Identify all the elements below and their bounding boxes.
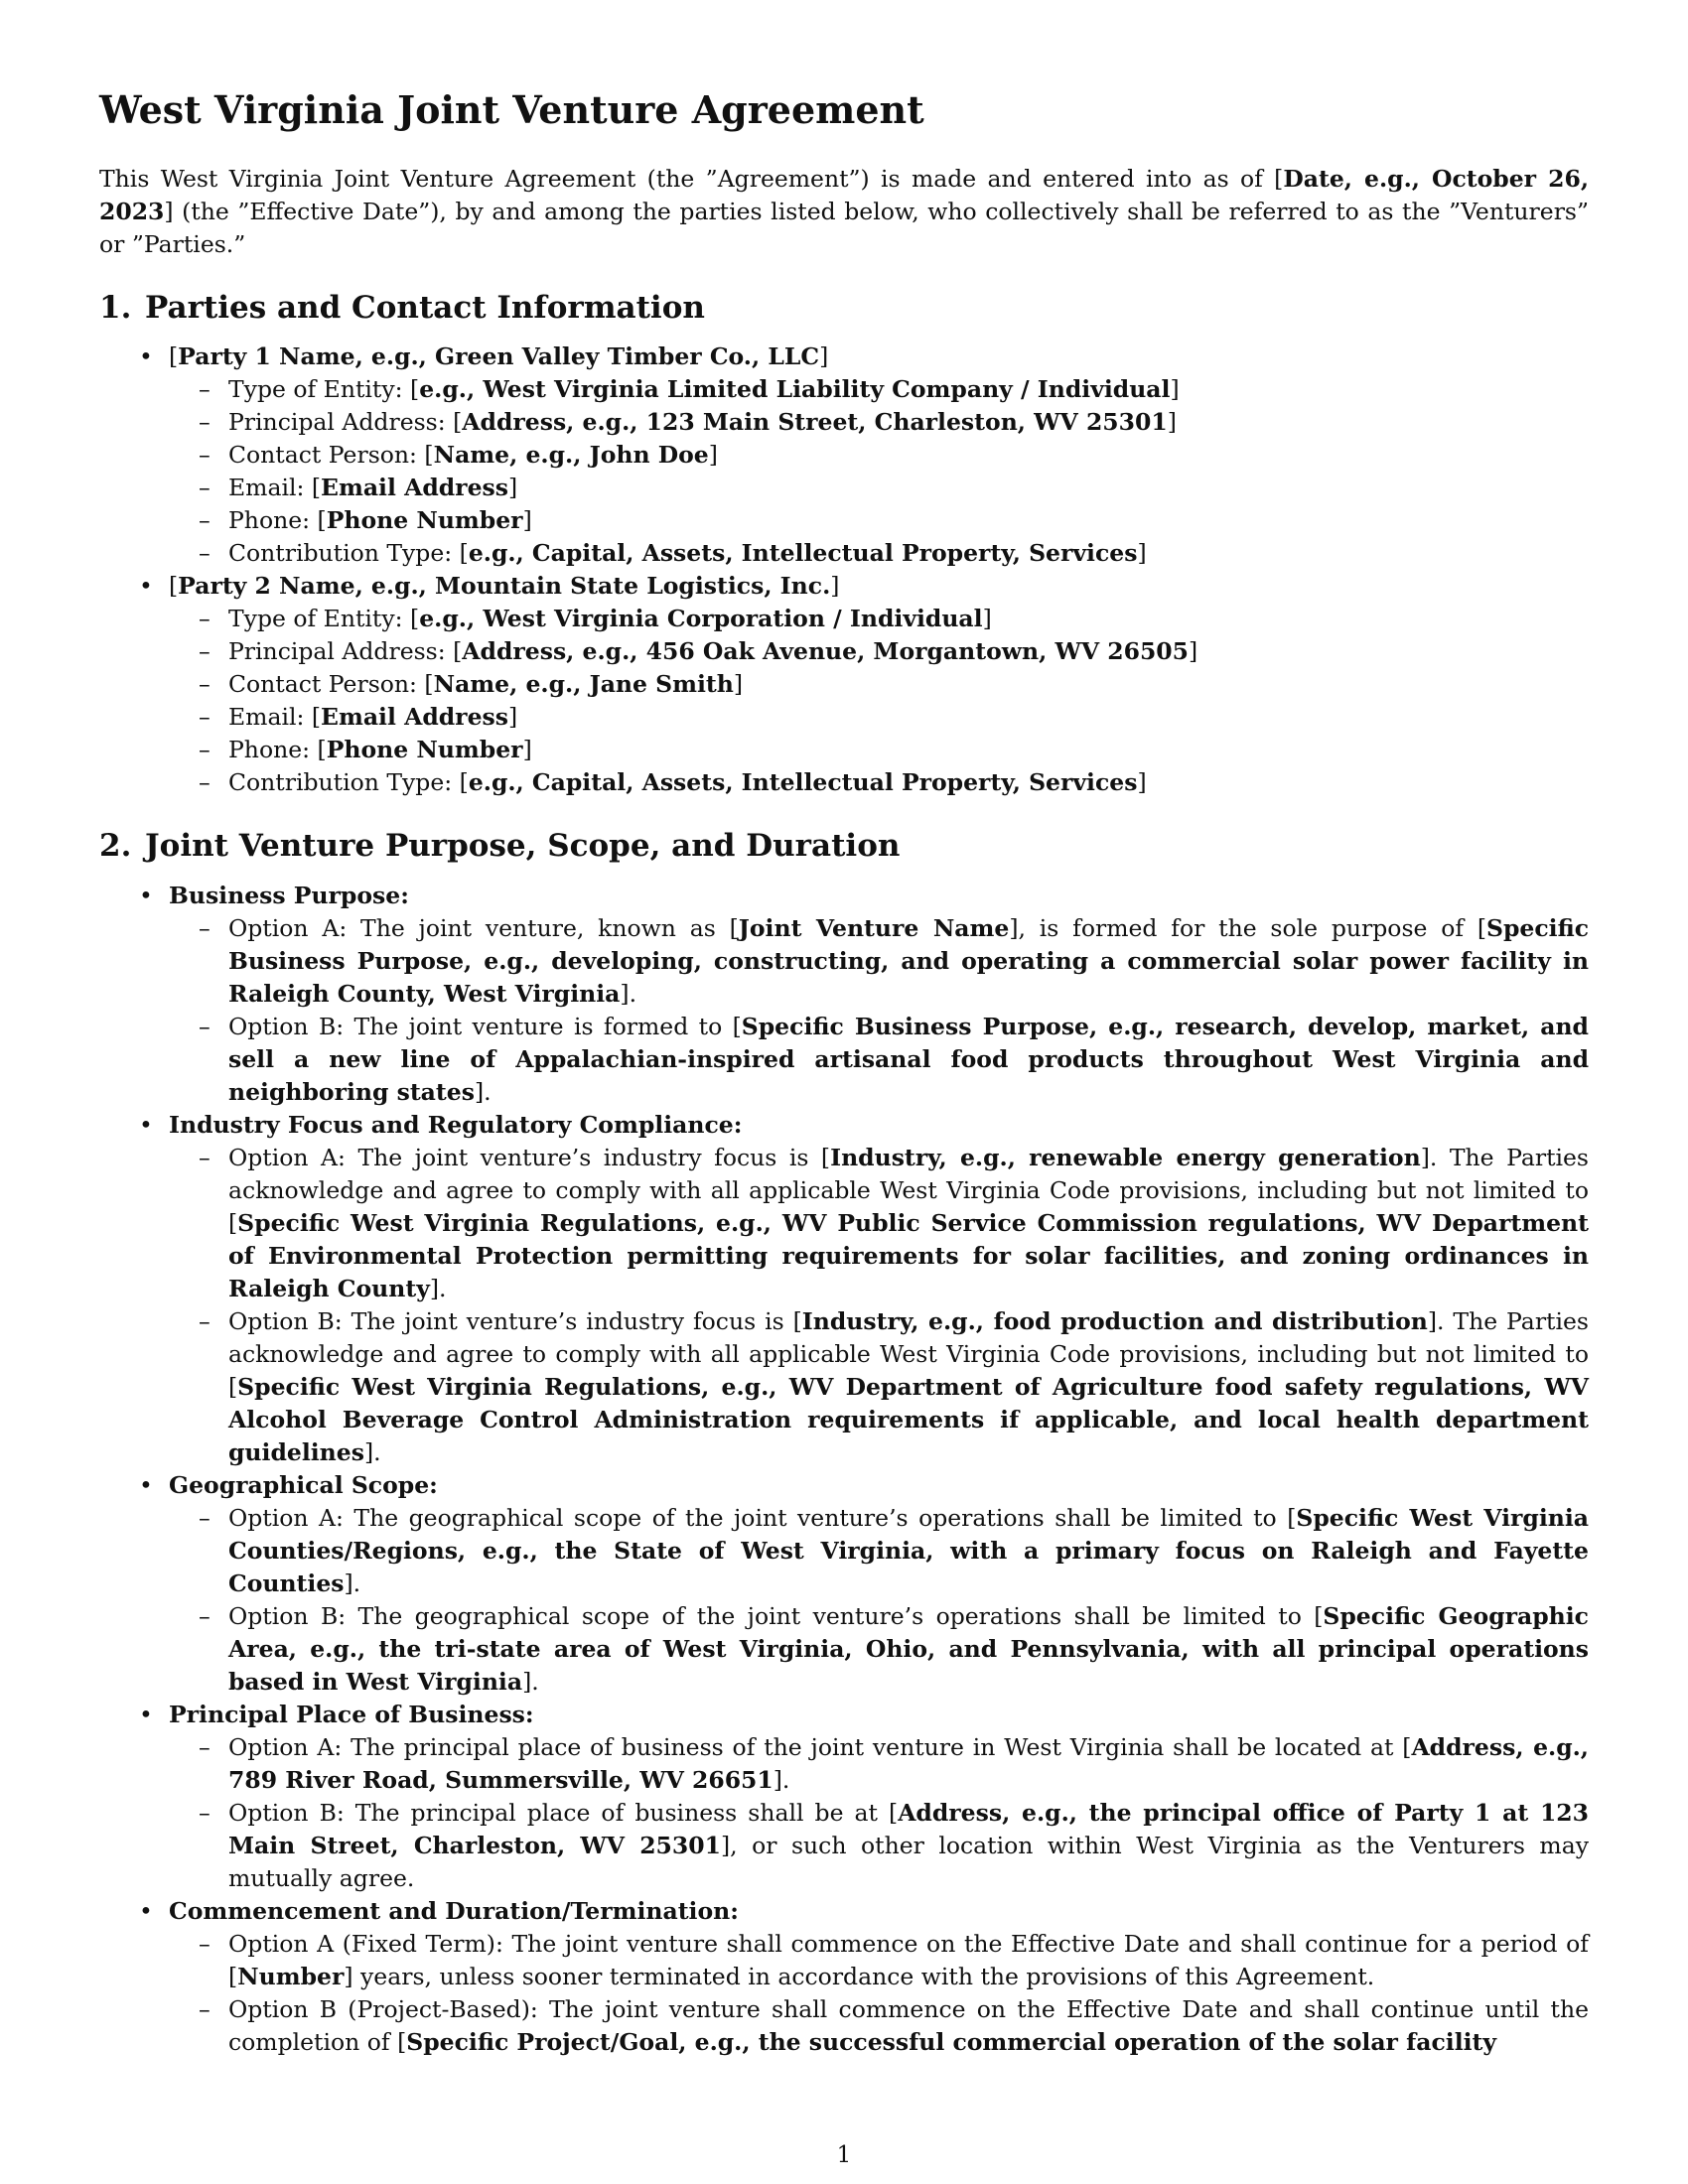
- page-number: 1: [836, 2142, 852, 2168]
- industry-focus-option-a: – Option A: The joint venture’s industry focus is [Industry, e.g., renewable energy generation]. The Parties acknowledge and agree to comply with all applicable West Virginia Code provisions, including but not limited to [Specific West Virginia Regulations, e.g., WV Public Service Commission regulations, WV Department of Environmental Protection permitting requirements for solar facilities, and zoning ordinances in Raleigh County].: [228, 1142, 1589, 1305]
- duration-option-b: – Option B (Project-Based): The joint venture shall commence on the Effective Date and shall continue until the completion of [Specific Project/Goal, e.g., the successful commercial operation of the solar facility: [228, 1993, 1589, 2059]
- party-1-email: – Email: [Email Address]: [228, 472, 1589, 504]
- party-1-contact: – Contact Person: [Name, e.g., John Doe]: [228, 439, 1589, 472]
- party-2-contribution: – Contribution Type: [e.g., Capital, Assets, Intellectual Property, Services]: [228, 766, 1589, 799]
- section-1-title: Parties and Contact Information: [145, 289, 705, 326]
- section-2-heading: [99, 827, 1589, 866]
- business-purpose-option-b: – Option B: The joint venture is formed to [Specific Business Purpose, e.g., research, develop, market, and sell a new line of Appalachian-inspired artisanal food products throughout West Virginia and neighboring states].: [228, 1011, 1589, 1109]
- section-1-heading: [99, 289, 1589, 328]
- business-purpose-option-a: – Option A: The joint venture, known as [Joint Venture Name], is formed for the sole purpose of [Specific Business Purpose, e.g., developing, constructing, and operating a commercial solar power facility in Raleigh County, West Virginia].: [228, 912, 1589, 1011]
- purpose-list: [99, 880, 1589, 2059]
- business-purpose-heading: Business Purpose:: [169, 882, 409, 910]
- party-2-details: [169, 603, 1589, 799]
- principal-place-option-b: – Option B: The principal place of business shall be at [Address, e.g., the principal office of Party 1 at 123 Main Street, Charleston, WV 25301], or such other location within West Virginia as the Venturers may mutually agree.: [228, 1797, 1589, 1895]
- party-2-address: – Principal Address: [Address, e.g., 456 Oak Avenue, Morgantown, WV 26505]: [228, 635, 1589, 668]
- party-1-contribution: – Contribution Type: [e.g., Capital, Assets, Intellectual Property, Services]: [228, 537, 1589, 570]
- duration-item: [169, 1895, 1589, 2059]
- section-parties: [99, 289, 1589, 800]
- section-2-title: Joint Venture Purpose, Scope, and Duration: [145, 828, 901, 865]
- section-1-number: 1.: [99, 289, 132, 326]
- principal-place-option-a: – Option A: The principal place of business of the joint venture in West Virginia shall be located at [Address, e.g., 789 River Road, Summersville, WV 26651].: [228, 1731, 1589, 1797]
- intro-paragraph: [99, 163, 1589, 261]
- section-purpose-scope-duration: [99, 827, 1589, 2059]
- principal-place-item: [169, 1699, 1589, 1895]
- party-2-item: • [Party 2 Name, e.g., Mountain State Logistics, Inc.] – Type of Entity: [e.g., West Virginia Corporation / Individual] – Principal Address: [Address, e.g., 456 Oak Avenue, Morgantown, WV 26505] – Contact Person: [Name, e.g., Jane Smith] – Email: [Email Address] – Phone: [Phone Number] – Contribution Type: [e.g., Capital, Assets, Intellectual Property, Services]: [169, 570, 1589, 799]
- party-1-details: [169, 373, 1589, 570]
- business-purpose-item: [169, 880, 1589, 1109]
- party-1-item: • [Party 1 Name, e.g., Green Valley Timber Co., LLC] – Type of Entity: [e.g., West Virginia Limited Liability Company / Individual] – Principal Address: [Address, e.g., 123 Main Street, Charleston, WV 25301] – Contact Person: [Name, e.g., John Doe] – Email: [Email Address] – Phone: [Phone Number] – Contribution Type: [e.g., Capital, Assets, Intellectual Property, Services]: [169, 341, 1589, 570]
- parties-list: [99, 341, 1589, 799]
- party-1-address: – Principal Address: [Address, e.g., 123 Main Street, Charleston, WV 25301]: [228, 406, 1589, 439]
- intro-text-post: ] (the ”Effective Date”), by and among the parties listed below, who collectively shall be referred to as the ”Venturers” or ”Parties.”: [99, 197, 1589, 258]
- party-2-email: – Email: [Email Address]: [228, 701, 1589, 734]
- document-title: West Virginia Joint Venture Agreement: [99, 87, 924, 132]
- party-2-entity: – Type of Entity: [e.g., West Virginia Corporation / Individual]: [228, 603, 1589, 635]
- party-1-phone: – Phone: [Phone Number]: [228, 504, 1589, 537]
- document-page: [99, 87, 1589, 2087]
- section-2-number: 2.: [99, 828, 132, 865]
- party-1-entity: – Type of Entity: [e.g., West Virginia Limited Liability Company / Individual]: [228, 373, 1589, 406]
- geographical-scope-option-a: – Option A: The geographical scope of the joint venture’s operations shall be limited to [Specific West Virginia Counties/Regions, e.g., the State of West Virginia, with a primary focus on Raleigh and Fayette Counties].: [228, 1502, 1589, 1600]
- geographical-scope-item: [169, 1469, 1589, 1699]
- geographical-scope-option-b: – Option B: The geographical scope of the joint venture’s operations shall be limited to [Specific Geographic Area, e.g., the tri-state area of West Virginia, Ohio, and Pennsylvania, with all principal operations based in West Virginia].: [228, 1600, 1589, 1699]
- party-1-name: Party 1 Name, e.g., Green Valley Timber Co., LLC: [178, 342, 820, 371]
- geographical-scope-heading: Geographical Scope:: [169, 1471, 438, 1500]
- principal-place-heading: Principal Place of Business:: [169, 1701, 534, 1729]
- duration-option-a: – Option A (Fixed Term): The joint venture shall commence on the Effective Date and shall continue for a period of [Number] years, unless sooner terminated in accordance with the provisions of this Agreement.: [228, 1928, 1589, 1993]
- industry-focus-heading: Industry Focus and Regulatory Compliance:: [169, 1111, 743, 1140]
- intro-text-pre: This West Virginia Joint Venture Agreement (the ”Agreement”) is made and entered into as of [: [99, 164, 1284, 193]
- duration-heading: Commencement and Duration/Termination:: [169, 1897, 739, 1926]
- industry-focus-item: [169, 1109, 1589, 1469]
- party-2-name: Party 2 Name, e.g., Mountain State Logistics, Inc.: [178, 572, 831, 601]
- party-2-phone: – Phone: [Phone Number]: [228, 734, 1589, 766]
- party-2-contact: – Contact Person: [Name, e.g., Jane Smith]: [228, 668, 1589, 701]
- effective-date-placeholder: Date, e.g., October 26, 2023: [99, 164, 1589, 225]
- industry-focus-option-b: – Option B: The joint venture’s industry focus is [Industry, e.g., food production and distribution]. The Parties acknowledge and agree to comply with all applicable West Virginia Code provisions, including but not limited to [Specific West Virginia Regulations, e.g., WV Department of Agriculture food safety regulations, WV Alcohol Beverage Control Administration requirements if applicable, and local health department guidelines].: [228, 1305, 1589, 1469]
